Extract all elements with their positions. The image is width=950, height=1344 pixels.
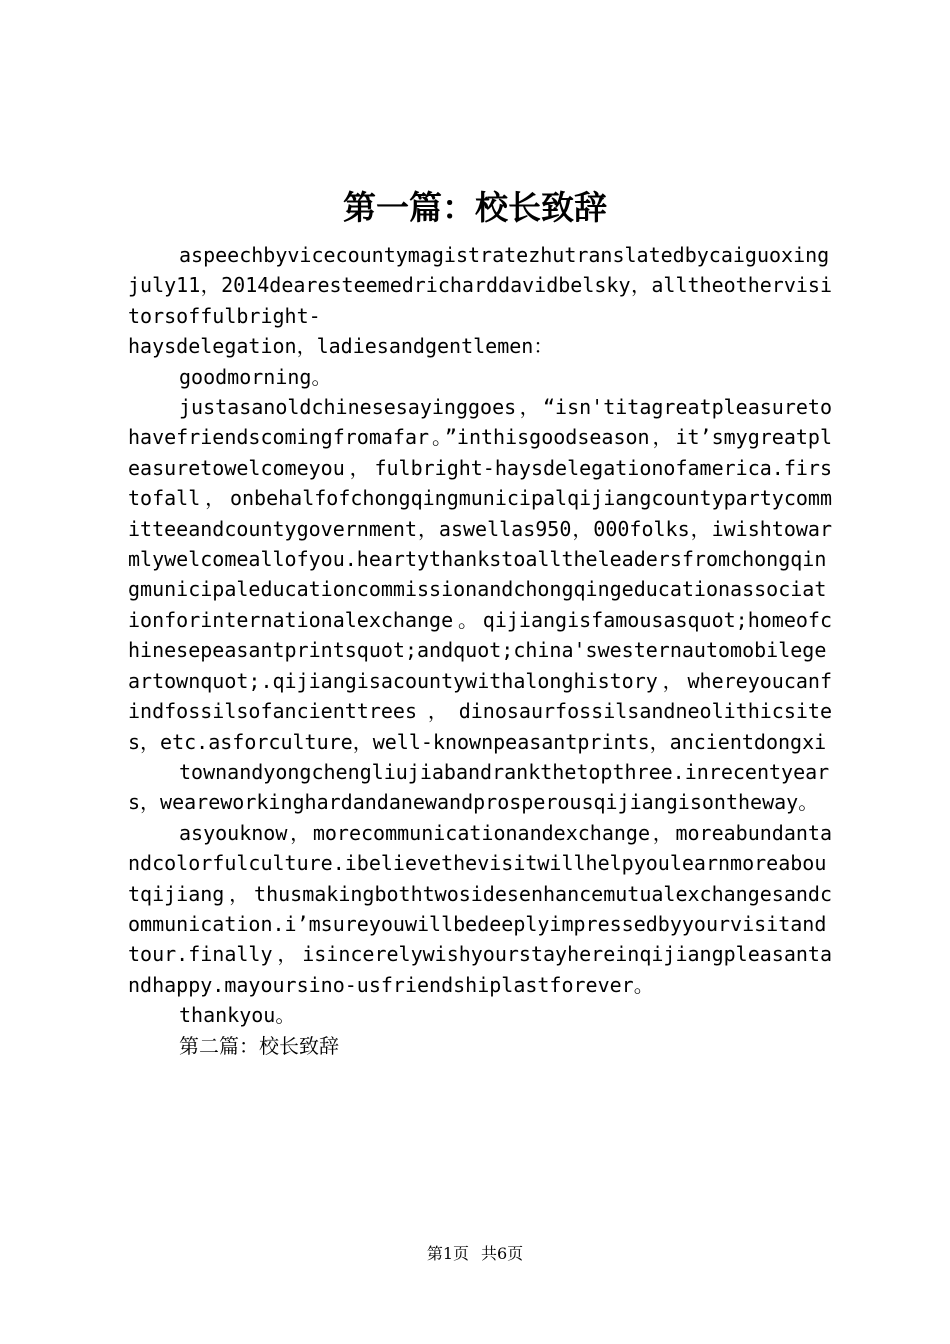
paragraph-greeting: goodmorning。 — [179, 364, 332, 389]
paragraph-recent-years: townandyongchengliujiabandrankthetopthree.inrecentyears，weareworkinghardandanewandprosperousqijiangisontheway。 — [128, 759, 830, 815]
paragraph-exchange: asyouknow，morecommunicationandexchange，moreabundantandcolorfulculture.ibelievethevisitwillhelpyoulearnmoreaboutqijiang，thusmakingbothtwosidesenhancemutualexchangesandcommunication.i’msureyouwillbedeeplyimpressedbyyourvisitandtour.finally，isincerelywishyourstayhereinqijiangpleasantandhappy.mayoursino-usfriendshiplastforever。 — [128, 820, 832, 997]
document-body — [128, 240, 832, 1061]
document-title: 第一篇：校长致辞 — [343, 188, 607, 227]
page-footer — [0, 1243, 950, 1265]
page-number: 第1页 — [426, 1244, 469, 1263]
paragraph-speech-intro: aspeechbyvicecountymagistratezhutranslatedbycaiguoxingjuly11，2014dearesteemedricharddavidbelsky，alltheothervisitorsoffulbright- — [128, 243, 832, 328]
paragraph-thanks: thankyou。 — [179, 1003, 296, 1028]
paragraph-welcome: justasanoldchinesesayinggoes，“isn'titagreatpleasuretohavefriendscomingfromafar。”inthisgoodseason，it’smygreatpleasuretowelcomeyou，fulbright-haysdelegationofamerica.firstofall，onbehalfofchongqingmunicipalqijiangcountypartycommitteeandcountygovernment，aswellas950，000folks，iwishtowarmlywelcomeallofyou.heartythankstoalltheleadersfromchongqingmunicipaleducationcommissionandchongqingeducationassociationforinternationalexchange。qijiangisfamousasquot;homeofchinesepeasantprintsquot;andquot;china'swesternautomobilegeartownquot;.qijiangisacountywithalonghistory，whereyoucanfindfossilsofancienttrees，dinosaurfossilsandneolithicsites，etc.asforculture，well-knownpeasantprints，ancientdongxi — [128, 395, 832, 754]
page-total: 共6页 — [481, 1244, 524, 1263]
paragraph-section-two-heading: 第二篇：校长致辞 — [179, 1033, 339, 1058]
paragraph-salutation: haysdelegation，ladiesandgentlemen： — [128, 334, 554, 359]
